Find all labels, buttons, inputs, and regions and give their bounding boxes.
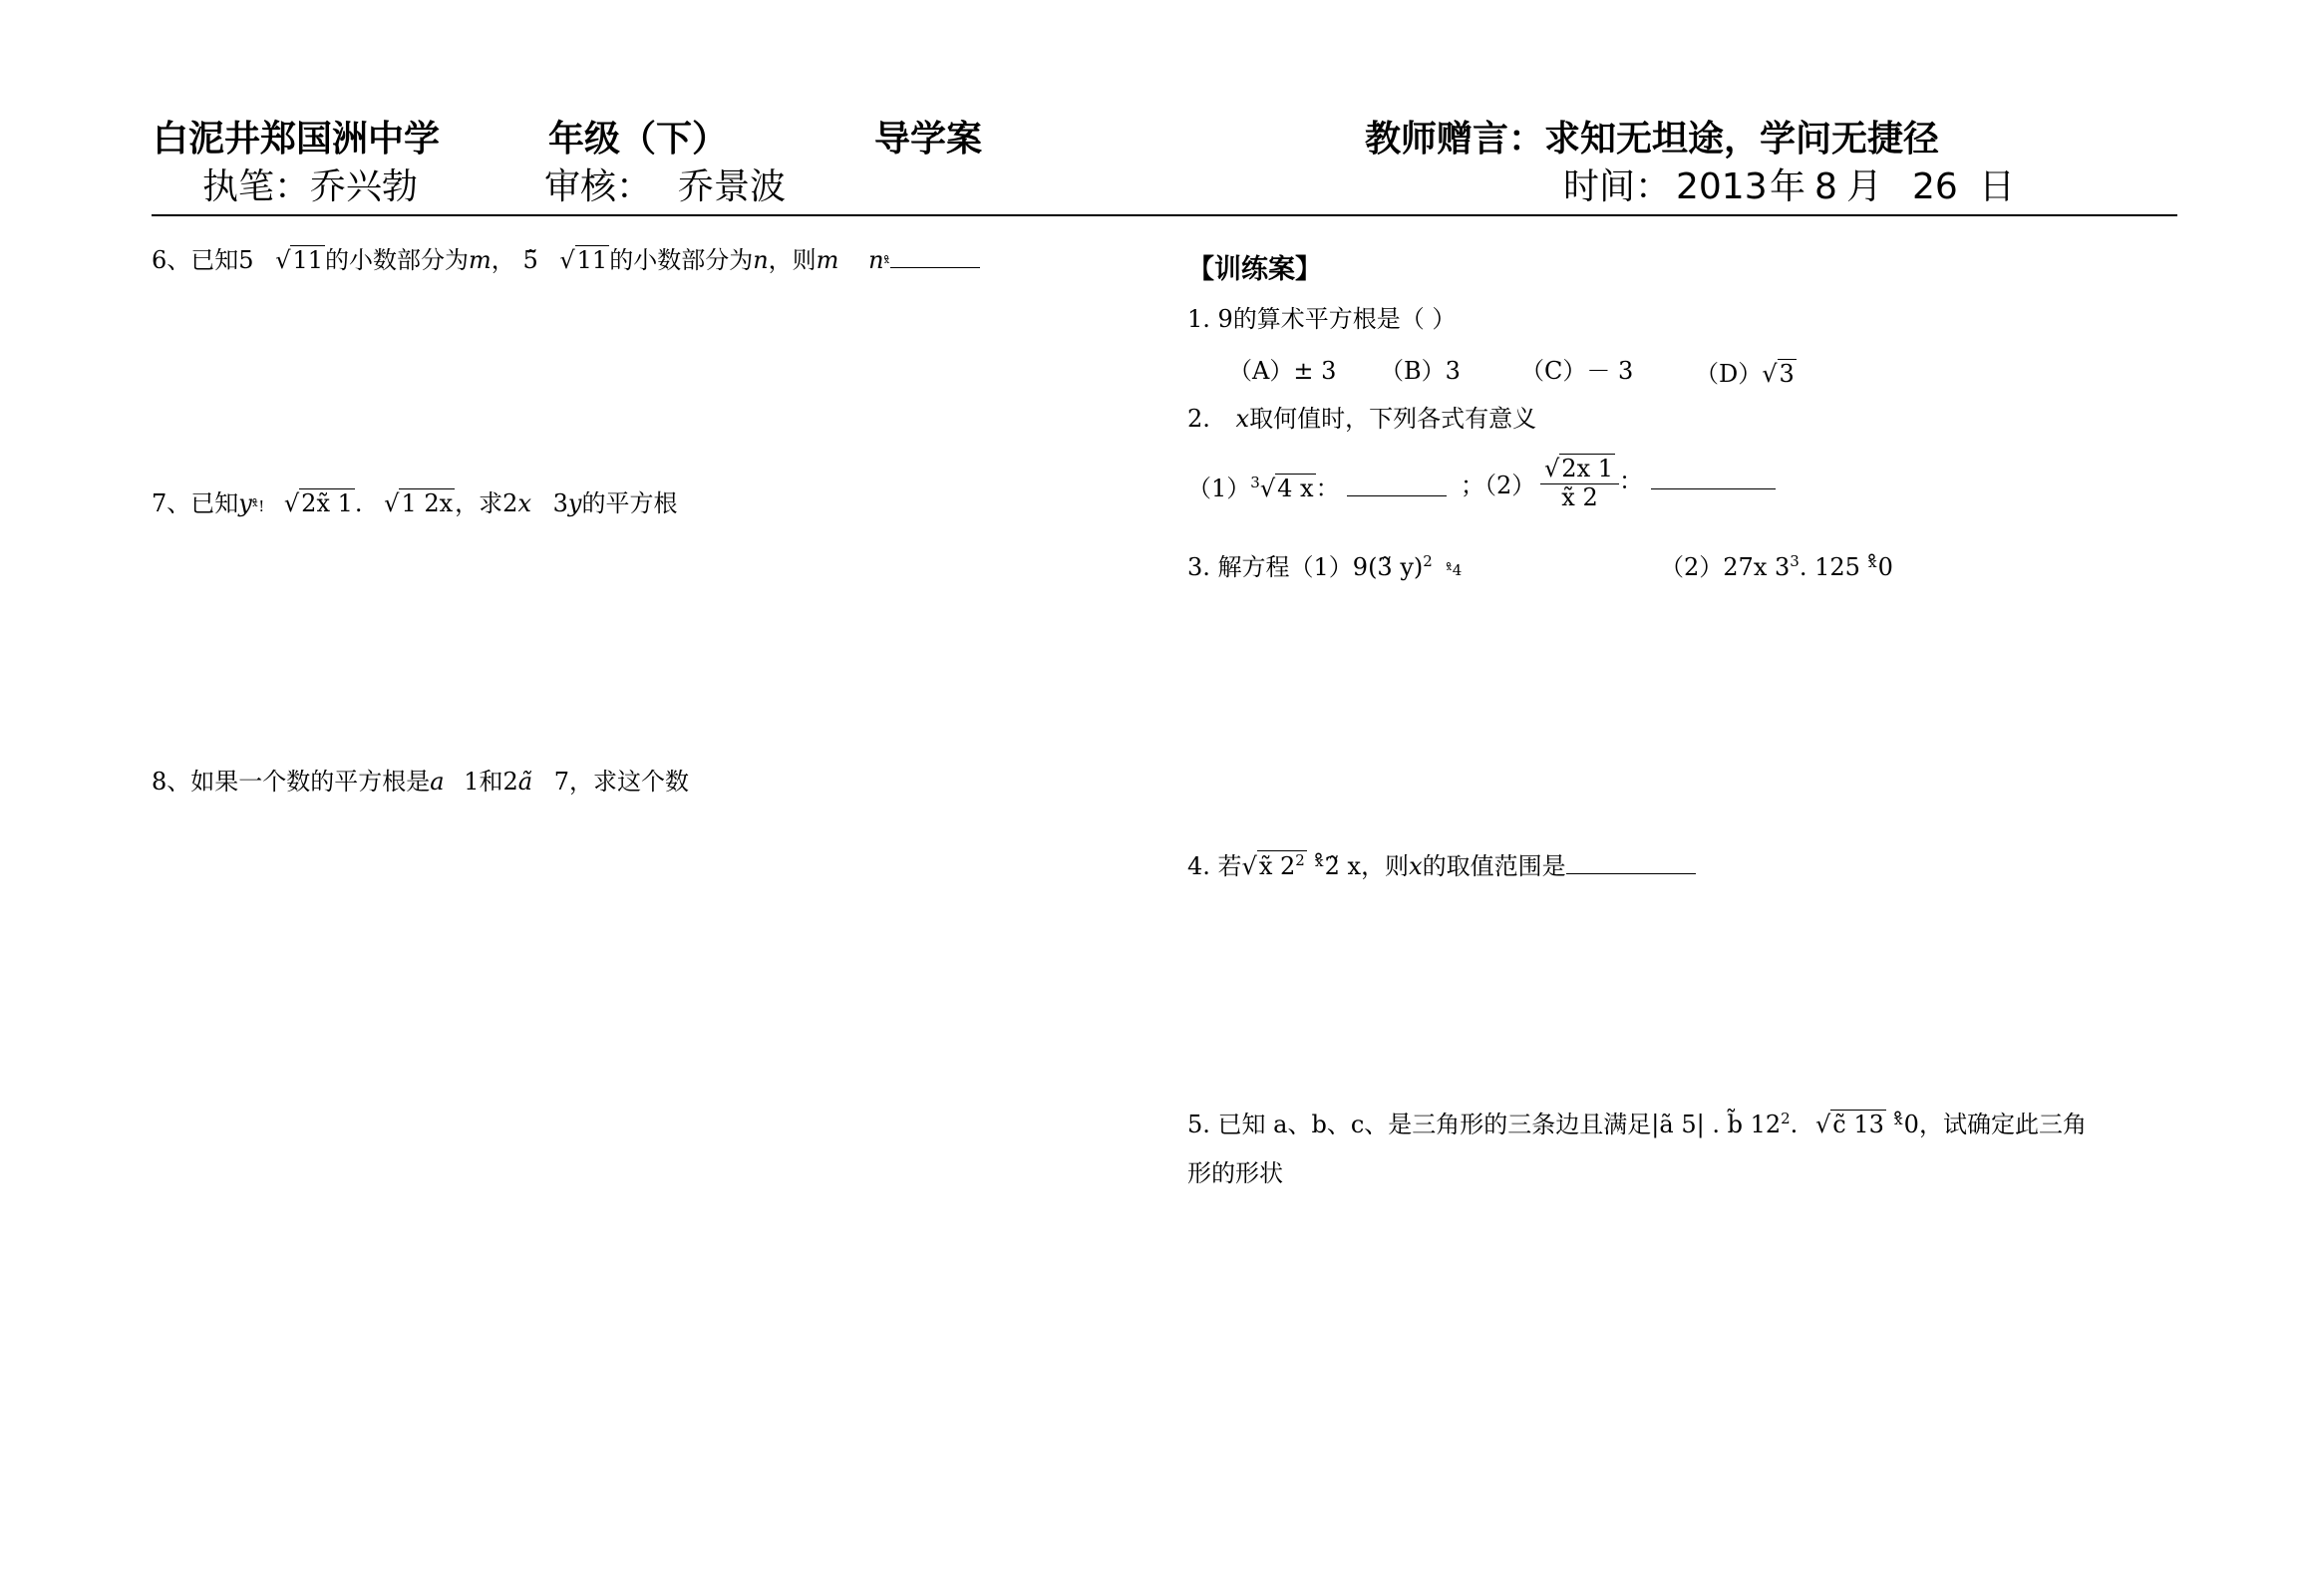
r3-eq1: 9(3̃ y) xyxy=(1352,553,1424,581)
r2-p2-colon: ： xyxy=(1619,467,1643,495)
r1-option-a: （A）± 3 xyxy=(1228,357,1337,385)
q7-var-x: x xyxy=(517,489,531,517)
question-r4: 4. 若√x̃ $2^2$ ˣ̊2̃ x，则x的取值范围是 xyxy=(1187,850,1696,878)
author-label: 执笔：乔兴勃 xyxy=(202,166,419,207)
q7-var-y2: y xyxy=(567,489,582,517)
q8-text-e: 7，求这个数 xyxy=(553,768,690,796)
r2-p2-fraction: $\frac{√2x 1}{x̃ 2}$ xyxy=(1540,454,1619,511)
q6-var-n: n xyxy=(753,246,769,274)
q6-text-j: ，则 xyxy=(768,246,817,274)
q7-text-g: ，求2 xyxy=(455,489,518,517)
r5-text-d: ˣ̊0，试确定此三角 xyxy=(1893,1111,2087,1138)
q6-radicand-1: 11 xyxy=(292,246,324,274)
r4-rhs: ˣ̊2̃ x xyxy=(1314,852,1362,880)
q7-radicand-2: 1 2x xyxy=(401,489,454,517)
section-title-training: 【训练案】 xyxy=(1187,254,1322,285)
q6-comma: ， xyxy=(491,246,515,274)
q7-dot: . xyxy=(354,489,363,517)
date-month: 8 xyxy=(1814,166,1837,207)
r4-text-c: ，则 xyxy=(1361,852,1410,880)
r2-p1-label: （1） xyxy=(1187,475,1251,502)
q7-coef-3: 3 xyxy=(552,489,568,517)
question-6: 6、已知5 √11的小数部分为m， 5̃ √11的小数部分为n，则m nˣ̊ xyxy=(152,245,980,272)
r2-p1-colon: ： xyxy=(1315,475,1340,502)
r5-line-2: 形的形状 xyxy=(1187,1159,1283,1187)
r3-eq2-exponent: 3 xyxy=(1790,552,1800,570)
r2-part-2 xyxy=(1540,454,1776,511)
q7-text-a: 7、已知 xyxy=(152,489,239,517)
reviewer-label: 审核： xyxy=(544,166,653,207)
q6-var-m: m xyxy=(469,246,492,274)
q6-text-a: 6、已知5 xyxy=(152,246,254,274)
q6-var-n2: n xyxy=(868,246,884,274)
question-r1-stem: 1. 9的算术平方根是（ ） xyxy=(1187,305,1457,333)
r2-separator: ；（2） xyxy=(1461,472,1536,499)
r2-p2-answer-blank[interactable] xyxy=(1651,467,1776,489)
r1-option-d-radicand: 3 xyxy=(1779,360,1795,388)
r2-p1-answer-blank[interactable] xyxy=(1347,474,1447,496)
teacher-motto: 教师赠言：求知无坦途，学问无捷径 xyxy=(1365,119,1940,160)
q7-var-y: y xyxy=(238,489,252,517)
r1-option-d: （D）√3 xyxy=(1695,360,1795,388)
date-day-unit: 日 xyxy=(1979,166,2016,207)
reviewer-name: 乔景波 xyxy=(678,166,787,207)
q7-radicand-1: 2x̃ 1 xyxy=(301,489,353,517)
date-year: 2013 xyxy=(1676,166,1768,207)
r2-number: 2. xyxy=(1187,405,1210,433)
school-name: 白泥井郑国洲中学 xyxy=(153,119,441,160)
r1-option-d-label: （D） xyxy=(1695,360,1763,388)
r3-eq2-rhs: . 125 ˣ̊0 xyxy=(1799,553,1893,581)
q8-text-a: 8、如果一个数的平方根是 xyxy=(152,768,431,796)
r2-p2-denominator: x̃ 2 xyxy=(1561,482,1598,511)
r2-p1-radicand: 4 x xyxy=(1277,475,1314,502)
r5-text-b: . b̃ 12 xyxy=(1712,1111,1782,1138)
r5-abs-expr: ã 5 xyxy=(1659,1111,1697,1138)
date-month-unit: 月 xyxy=(1846,166,1883,207)
question-r2-stem xyxy=(1187,407,1536,431)
r5-radicand: c̃ 13 xyxy=(1832,1111,1884,1138)
q6-eq-sign: ˣ̊ xyxy=(883,254,890,272)
q6-radicand-2: 11 xyxy=(576,246,608,274)
doc-type-label: 导学案 xyxy=(874,119,983,160)
r1-option-b: （B）3 xyxy=(1380,357,1461,385)
r4-var-x: x xyxy=(1409,852,1423,880)
r5-dot: . xyxy=(1790,1111,1799,1138)
r3-eq2: 27x 3 xyxy=(1723,553,1791,581)
date-day: 26 xyxy=(1912,166,1958,207)
date-label: 时间： xyxy=(1563,166,1672,207)
r3-label: 3. 解方程（1） xyxy=(1187,553,1353,581)
r2-var-x: x xyxy=(1235,405,1250,433)
q6-var-m2: m xyxy=(816,246,839,274)
question-7: 7、已知yˣ̊! √2x̃ 1. √1 2x，求2x 3y的平方根 xyxy=(152,489,678,517)
q6-answer-blank[interactable] xyxy=(890,245,980,268)
r4-answer-blank[interactable] xyxy=(1566,851,1696,874)
q7-eq-sign: ˣ̊! xyxy=(251,497,265,515)
r5-exponent: 2 xyxy=(1781,1110,1791,1127)
question-r3-part-2 xyxy=(1660,554,1893,579)
r4-label: 4. 若 xyxy=(1187,852,1242,880)
date-year-unit: 年 xyxy=(1770,166,1806,207)
r2-part-1: $(1)^3√4$ x： xyxy=(1187,474,1447,500)
question-8 xyxy=(152,770,689,794)
r4-radical xyxy=(1257,850,1307,878)
r4-exponent: 2 xyxy=(1295,851,1305,869)
header-divider xyxy=(152,214,2177,216)
q8-var-a2: ã xyxy=(517,768,533,796)
r5-text-a: 5. 已知 a、b、c、是三角形的三条边且满足 xyxy=(1187,1111,1652,1138)
q7-text-k: 的平方根 xyxy=(581,489,678,517)
q6-text-c: 的小数部分为 xyxy=(325,246,470,274)
q6-text-h: 的小数部分为 xyxy=(609,246,754,274)
r2-p2-numerator: 2x 1 xyxy=(1561,455,1613,482)
r2-stem-text: 取何值时，下列各式有意义 xyxy=(1249,405,1537,433)
q8-text-c: 1和2 xyxy=(464,768,518,796)
question-r5: 5. 已知 a、b、c、是三角形的三条边且满足|ã 5| . b̃ $12^2$. √c̃ 13 ˣ̊0，试确定此三角 xyxy=(1187,1110,2087,1138)
r3-eq1-exponent: 2 xyxy=(1423,552,1433,570)
r3-label-2: （2） xyxy=(1660,553,1724,581)
r2-p1-root-index: 3 xyxy=(1250,474,1260,491)
q6-text-f: 5̃ xyxy=(522,246,538,274)
r4-text-d: 的取值范围是 xyxy=(1422,852,1566,880)
q8-var-a: a xyxy=(430,768,445,796)
grade-label: 年级（下） xyxy=(548,119,729,160)
r1-option-c: （C）－ 3 xyxy=(1520,357,1634,385)
r3-eq1-rhs: ˣ̊4 xyxy=(1446,561,1463,579)
r4-radicand: x̃ 2 xyxy=(1258,852,1296,880)
question-r3 xyxy=(1187,554,1462,579)
